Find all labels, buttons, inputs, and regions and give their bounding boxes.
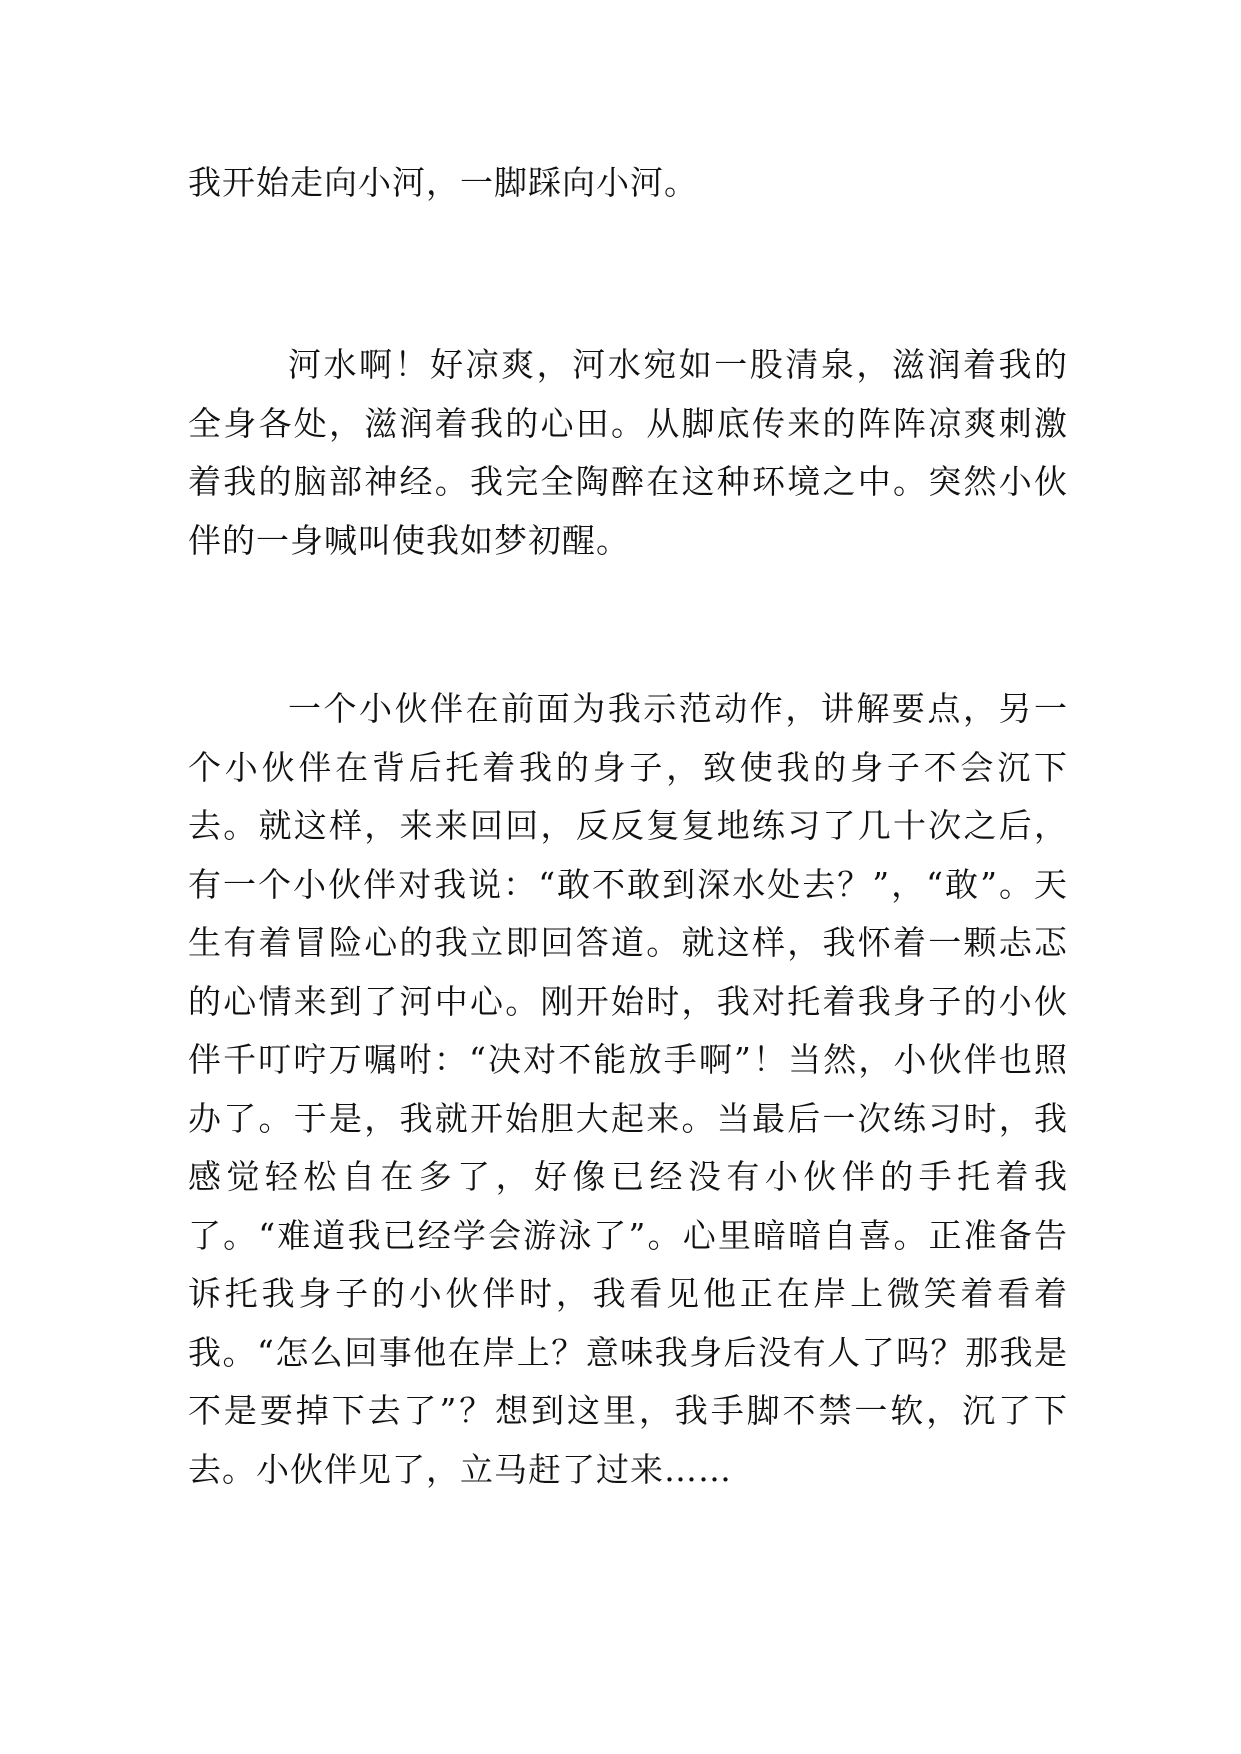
paragraph-1: 我开始走向小河，一脚踩向小河。 [188, 163, 698, 202]
paragraph-3: 一个小伙伴在前面为我示范动作，讲解要点，另一个小伙伴在背后托着我的身子，致使我的身子不会沉下去。就这样，来来回回，反反复复地练习了几十次之后，有一个小伙伴对我说：“敢不敢到深水处去？”，“敢”。天生有着冒险心的我立即回答道。就这样，我怀着一颗忐忑的心情来到了河中心。刚开始时，我对托着我身子的小伙伴千叮咛万嘱咐：“决对不能放手啊”！当然，小伙伴也照办了。于是，我就开始胆大起来。当最后一次练习时，我感觉轻松自在多了，好像已经没有小伙伴的手托着我了。“难道我已经学会游泳了”。心里暗暗自喜。正准备告诉托我身子的小伙伴时，我看见他正在岸上微笑着看着我。“怎么回事他在岸上？意味我身后没有人了吗？那我是不是要掉下去了”？想到这里，我手脚不禁一软，沉了下去。小伙伴见了，立马赶了过来…… [188, 689, 1068, 1489]
paragraph-2: 河水啊！好凉爽，河水宛如一股清泉，滋润着我的全身各处，滋润着我的心田。从脚底传来的阵阵凉爽刺激着我的脑部神经。我完全陶醉在这种环境之中。突然小伙伴的一身喊叫使我如梦初醒。 [188, 345, 1068, 560]
